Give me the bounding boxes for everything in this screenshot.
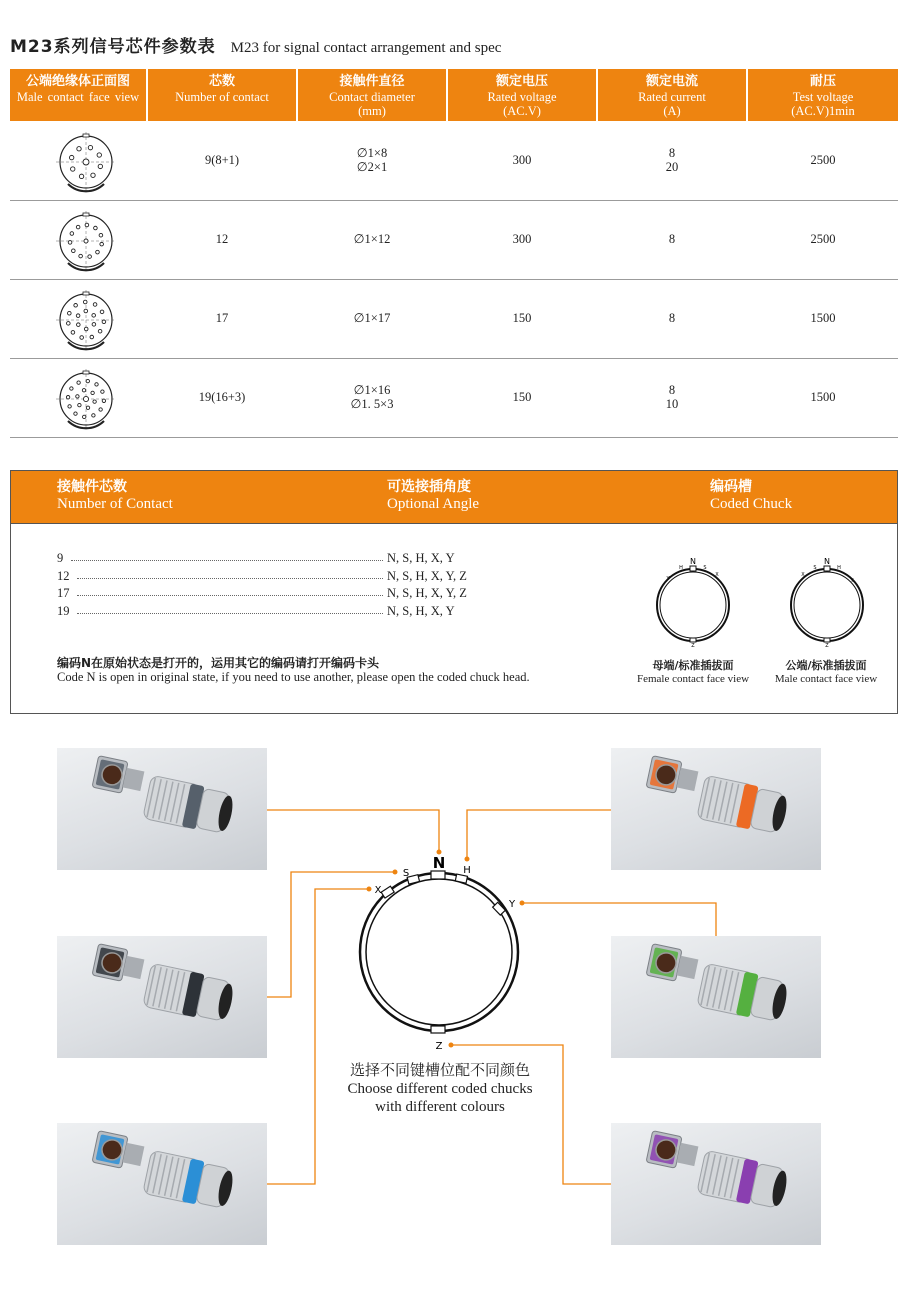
current-value: 8 <box>668 232 676 246</box>
ring-label-n: N <box>432 854 446 872</box>
diameter-value: ∅1. 5×3 <box>350 397 394 411</box>
voltage-cell: 300 <box>512 153 532 167</box>
male-coded-chuck-icon <box>781 555 873 647</box>
chuck-label: N <box>690 557 696 566</box>
female-caption <box>618 659 768 686</box>
chuck-label: X <box>715 572 719 578</box>
current-cell <box>598 232 746 246</box>
chuck-label: H <box>837 565 841 571</box>
header-en: Test voltage <box>792 90 854 104</box>
header-unit: (mm) <box>358 104 386 118</box>
header-en: Coded Chuck <box>710 496 793 512</box>
table-row <box>10 358 898 438</box>
chuck-label: S <box>813 565 817 571</box>
current-value: 8 <box>668 311 676 325</box>
header-face-view <box>10 69 146 121</box>
header-current <box>598 69 746 121</box>
ring-label-z: Z <box>435 1041 443 1052</box>
contacts-cell: 12 <box>215 232 229 246</box>
title-en: M23 for signal contact arrangement and spec <box>230 40 502 56</box>
chuck-label: Z <box>825 643 829 647</box>
contacts-cell: 17 <box>215 311 229 325</box>
optional-angle-section <box>10 470 898 714</box>
diameter-value: ∅1×12 <box>353 232 391 246</box>
chuck-label: Y <box>666 576 670 582</box>
dotted-leader <box>77 613 383 614</box>
header-en: Contact diameter <box>329 90 415 104</box>
table-row <box>10 200 898 280</box>
header-zh: 可选接插角度 <box>387 479 471 495</box>
female-coded-chuck-icon <box>647 555 739 647</box>
header-zh: 芯数 <box>208 74 235 89</box>
header-en: Optional Angle <box>387 496 480 512</box>
current-value: 8 <box>668 146 676 160</box>
chuck-label: Z <box>691 643 695 647</box>
header-unit: (AC.V)1min <box>791 104 855 118</box>
angle-section-header <box>11 471 897 524</box>
header-zh: 额定电流 <box>645 74 698 89</box>
caption-en: Female contact face view <box>636 673 750 685</box>
colour-caption <box>330 1060 550 1116</box>
caption-zh: 选择不同键槽位配不同颜色 <box>349 1061 530 1079</box>
header-unit: (AC.V) <box>503 104 541 118</box>
header-zh: 耐压 <box>809 74 836 89</box>
current-value: 10 <box>665 397 679 411</box>
header-zh: 编码槽 <box>710 479 752 495</box>
header-test-voltage <box>748 69 898 121</box>
caption-en-line1: Choose different coded chucks <box>347 1081 533 1097</box>
title-zh: M23系列信号芯件参数表 <box>10 37 216 57</box>
chuck-label: Y <box>850 578 854 584</box>
header-en: Male contact face view <box>16 90 140 104</box>
header-en: Number of Contact <box>57 496 173 512</box>
test-voltage-cell: 1500 <box>810 311 836 325</box>
header-contacts <box>148 69 296 121</box>
caption-en: Male contact face view <box>774 673 878 685</box>
dotted-leader <box>77 595 383 596</box>
voltage-cell: 300 <box>512 232 532 246</box>
header-number-of-contact <box>57 479 173 512</box>
caption-zh: 公端/标准插拔面 <box>785 659 867 672</box>
current-value: 20 <box>665 160 679 174</box>
angle-line <box>57 551 477 567</box>
test-voltage-cell: 1500 <box>810 390 836 404</box>
angle-list: N, S, H, X, Y <box>387 604 455 618</box>
contacts-cell: 19(16+3) <box>198 390 246 404</box>
test-voltage-cell: 2500 <box>810 232 836 246</box>
chuck-label: S <box>703 565 707 571</box>
header-zh: 接触件芯数 <box>57 479 127 495</box>
ring-label-s: S <box>402 868 410 879</box>
page-title <box>10 32 501 57</box>
dotted-leader <box>77 578 383 579</box>
caption-en-line2: with different colours <box>375 1099 505 1115</box>
current-value: 8 <box>668 383 676 397</box>
diameter-cell <box>298 383 446 411</box>
header-diameter <box>298 69 446 121</box>
current-cell <box>598 383 746 411</box>
header-voltage <box>448 69 596 121</box>
header-unit: (A) <box>663 104 681 118</box>
angle-list: N, S, H, X, Y, Z <box>387 569 467 583</box>
male-caption <box>751 659 901 686</box>
contact-face-19-icon <box>54 367 118 431</box>
voltage-cell: 150 <box>512 390 532 404</box>
angle-line <box>57 604 477 620</box>
contact-count: 19 <box>57 604 70 618</box>
contact-count: 17 <box>57 586 70 600</box>
contact-face-12-icon <box>54 209 118 273</box>
contact-face-9-icon <box>54 130 118 194</box>
table-row <box>10 279 898 359</box>
angle-line <box>57 569 477 585</box>
diameter-cell <box>298 311 446 325</box>
diameter-value: ∅1×17 <box>353 311 391 325</box>
current-cell <box>598 146 746 174</box>
contact-face-17-icon <box>54 288 118 352</box>
header-zh: 公端绝缘体正面图 <box>25 74 130 89</box>
current-cell <box>598 311 746 325</box>
header-zh: 额定电压 <box>495 74 548 89</box>
note-en: Code N is open in original state, if you need to use another, please open the coded chuck head. <box>57 670 530 684</box>
table-row <box>10 121 898 201</box>
ring-label-h: H <box>463 865 471 876</box>
diameter-value: ∅1×16 <box>353 383 391 397</box>
caption-zh: 母端/标准插拔面 <box>652 659 734 672</box>
diameter-value: ∅2×1 <box>356 160 388 174</box>
chuck-label: H <box>679 565 683 571</box>
voltage-cell: 150 <box>512 311 532 325</box>
diameter-value: ∅1×8 <box>356 146 388 160</box>
header-en: Rated voltage <box>487 90 557 104</box>
diameter-cell <box>298 146 446 174</box>
chuck-label: X <box>801 572 805 578</box>
ring-label-y: Y <box>508 899 516 910</box>
header-zh: 接触件直径 <box>339 74 405 89</box>
contact-count: 9 <box>57 551 64 565</box>
dotted-leader <box>71 560 383 561</box>
contact-count: 12 <box>57 569 70 583</box>
note-zh: 编码N在原始状态是打开的，运用其它的编码请打开编码卡头 <box>57 656 380 670</box>
header-optional-angle <box>387 479 479 512</box>
ring-label-x: X <box>374 885 382 896</box>
test-voltage-cell: 2500 <box>810 153 836 167</box>
header-en: Rated current <box>638 90 706 104</box>
angle-list: N, S, H, X, Y, Z <box>387 586 467 600</box>
header-en: Number of contact <box>175 90 269 104</box>
contacts-cell: 9(8+1) <box>204 153 240 167</box>
coded-chuck-diagram <box>0 740 910 1260</box>
angle-line <box>57 586 477 602</box>
header-coded-chuck <box>710 479 792 512</box>
chuck-label: N <box>824 557 830 566</box>
angle-list: N, S, H, X, Y <box>387 551 455 565</box>
diameter-cell <box>298 232 446 246</box>
